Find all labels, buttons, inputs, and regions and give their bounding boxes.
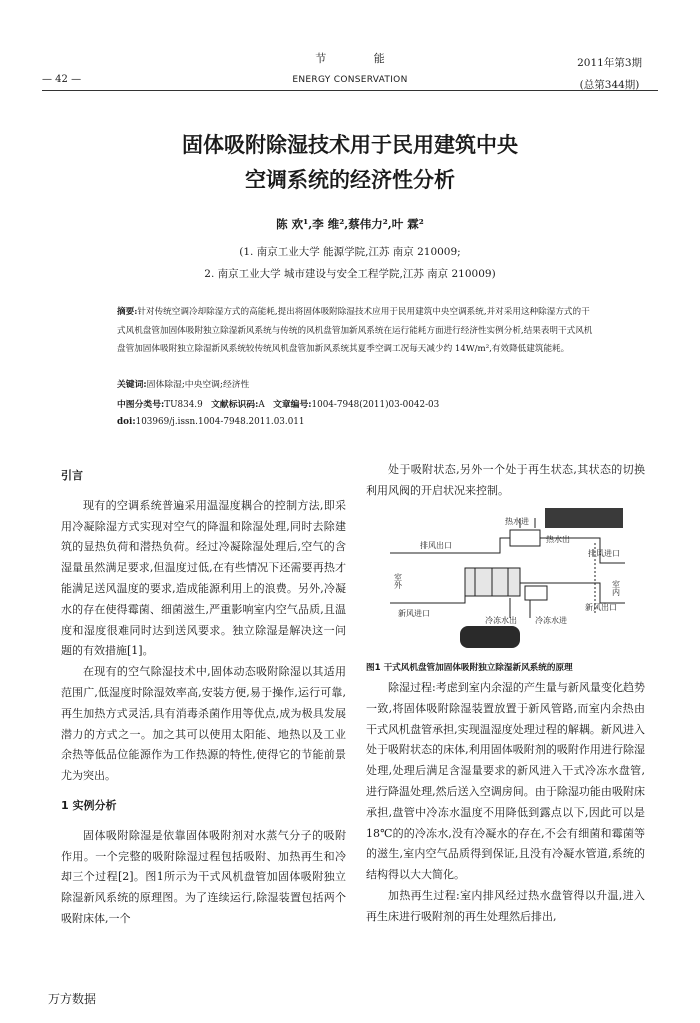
scan-dark-patch-bottom — [460, 626, 520, 648]
label-exhaust-inlet: 排风进口 — [588, 549, 620, 558]
chilled-water-coil — [525, 586, 547, 600]
right-column-top — [366, 460, 645, 502]
affiliation-1: (1. 南京工业大学 能源学院,江苏 南京 210009; — [239, 246, 461, 258]
journal-name-cn: 节 能 — [315, 52, 407, 65]
label-hot-water-out: 热水出 — [546, 535, 570, 544]
paper-title — [0, 128, 700, 198]
section-1-paragraph: 固体吸附除湿是依靠固体吸附剂对水蒸气分子的吸附作用。一个完整的吸附除湿过程包括吸附、加热再生和冷却三个过程[2]。图1所示为干式风机盘管加固体吸附独立除湿新风系统的原理图。为了连续运行,除湿装置包括两个吸附床体,一个 — [61, 828, 346, 925]
abstract — [117, 303, 595, 359]
right-column-bottom — [366, 656, 645, 928]
label-hot-water-in: 热水进 — [505, 517, 529, 526]
label-outdoor: 室外 — [393, 573, 403, 589]
label-chilled-water-in: 冷冻水进 — [535, 616, 567, 625]
keywords-label: 关键词: — [117, 380, 147, 390]
issue-year: 2011年第3期 — [577, 57, 642, 69]
title-line-2: 空调系统的经济性分析 — [245, 168, 455, 192]
journal-name-en: ENERGY CONSERVATION — [292, 75, 408, 85]
classification-line — [117, 397, 595, 410]
intro-heading: 引言 — [61, 469, 83, 482]
cls-value: TU834.9 — [164, 400, 203, 410]
chilled-water-pipes — [510, 598, 530, 618]
article-number-value: 1004-7948(2011)03-0042-03 — [311, 400, 440, 410]
doc-code-label: 文献标识码: — [211, 400, 259, 410]
label-fresh-air-inlet: 新风进口 — [398, 609, 430, 618]
hot-water-coil — [510, 530, 540, 546]
regeneration-paragraph: 加热再生过程:室内排风经过热水盘管得以升温,进入再生床进行吸附剂的再生处理然后排出, — [366, 888, 645, 923]
continued-paragraph: 处于吸附状态,另外一个处于再生状态,其状态的切换利用风阀的开启状况来控制。 — [366, 463, 645, 497]
author-list: 陈 欢¹,李 维²,蔡伟力²,叶 霖² — [276, 217, 424, 231]
cls-label: 中图分类号: — [117, 400, 165, 410]
doi-value: 103969/j.issn.1004-7948.2011.03.011 — [135, 417, 305, 427]
doi-label: doi: — [117, 417, 136, 427]
abstract-label: 摘要: — [117, 307, 138, 317]
issue-total: (总第344期) — [579, 79, 640, 91]
footer-brand: 万方数据 — [48, 992, 97, 1006]
scan-dark-patch-top — [545, 508, 623, 528]
keywords-text: 固体除湿;中央空调;经济性 — [146, 380, 250, 390]
figure-1-caption: 图1 干式风机盘管加固体吸附独立除湿新风系统的原理 — [366, 663, 573, 673]
doc-code-value: A — [258, 400, 265, 410]
dehumidification-paragraph: 除湿过程:考虑到室内余湿的产生量与新风量变化趋势一致,将固体吸附除湿装置放置于新风管路,而室内余热由干式风机盘管承担,实现温湿度处理过程的解耦。新风进入处于吸附状态的床体,利用固体吸附剂的吸附作用进行除湿处理,处理后满足含湿量要求的新风进入干式冷冻水盘管,进行降温处理,然后送入空调房间。由于除湿功能由吸附床承担,盘管中冷冻水温度不用降低到露点以下,因此可以是18℃的的冷冻水,没有冷凝水的存在,不会有细菌和霉菌等的滋生,室内空气品质得到保证,且没有冷凝水管道,系统的结构得以大大简化。 — [366, 681, 645, 882]
page-number: — 42 — — [42, 74, 82, 85]
title-line-1: 固体吸附除湿技术用于民用建筑中央 — [182, 133, 518, 157]
affiliation-2: 2. 南京工业大学 城市建设与安全工程学院,江苏 南京 210009) — [204, 268, 496, 280]
intro-paragraph-1: 现有的空调系统普遍采用温湿度耦合的控制方法,即采用冷凝除湿方式实现对空气的降温和除湿处理,同时去除建筑的显热负荷和潜热负荷。经过冷凝除湿处理后,空气的含湿量虽然满足要求,但温度过低,在有些情况下还需要再热才能满足送风温度的要求,造成能源利用上的浪费。另外,冷凝水的存在使得霉菌、细菌滋生,严重影响室内空气品质,且温度和湿度很难同时达到送风要求。独立除湿是解决这一问题的有效措施[1]。 — [61, 498, 346, 658]
keywords — [117, 377, 595, 390]
label-fresh-air-outlet: 新风出口 — [585, 603, 617, 612]
abstract-text: 针对传统空调冷却除湿方式的高能耗,提出将固体吸附除湿技术应用于民用建筑中央空调系统,并对采用这种除湿方式的干式风机盘管加固体吸附独立除湿新风系统与传统的风机盘管加新风系统在运行能耗方面进行经济性实例分析,结果表明干式风机盘管加固体吸附独立除湿新风系统较传统风机盘管加新风系统其夏季空调工况每天减少约 14W/m²,有效降低建筑能耗。 — [117, 307, 593, 354]
doi-line — [117, 417, 595, 427]
article-number-label: 文章编号: — [273, 400, 312, 410]
figure-1-schematic — [370, 508, 640, 648]
header-rule — [42, 90, 658, 91]
label-chilled-water-out: 冷冻水出 — [485, 616, 517, 625]
intro-paragraph-2: 在现有的空气除湿技术中,固体动态吸附除湿以其适用范围广,低湿度时除湿效率高,安装方便,易于操作,运行可靠,再生加热方式灵活,具有消毒杀菌作用等优点,成为极具发展潜力的方式之一。加之其可以使用太阳能、地热以及工业余热等低品位能源作为工作热源的特性,使得它的节能前景尤为突出。 — [61, 665, 346, 783]
section-1-heading: 1 实例分析 — [61, 798, 117, 812]
label-exhaust-outlet: 排风出口 — [420, 541, 452, 550]
left-column — [61, 466, 346, 930]
label-indoor: 室内 — [611, 580, 621, 596]
